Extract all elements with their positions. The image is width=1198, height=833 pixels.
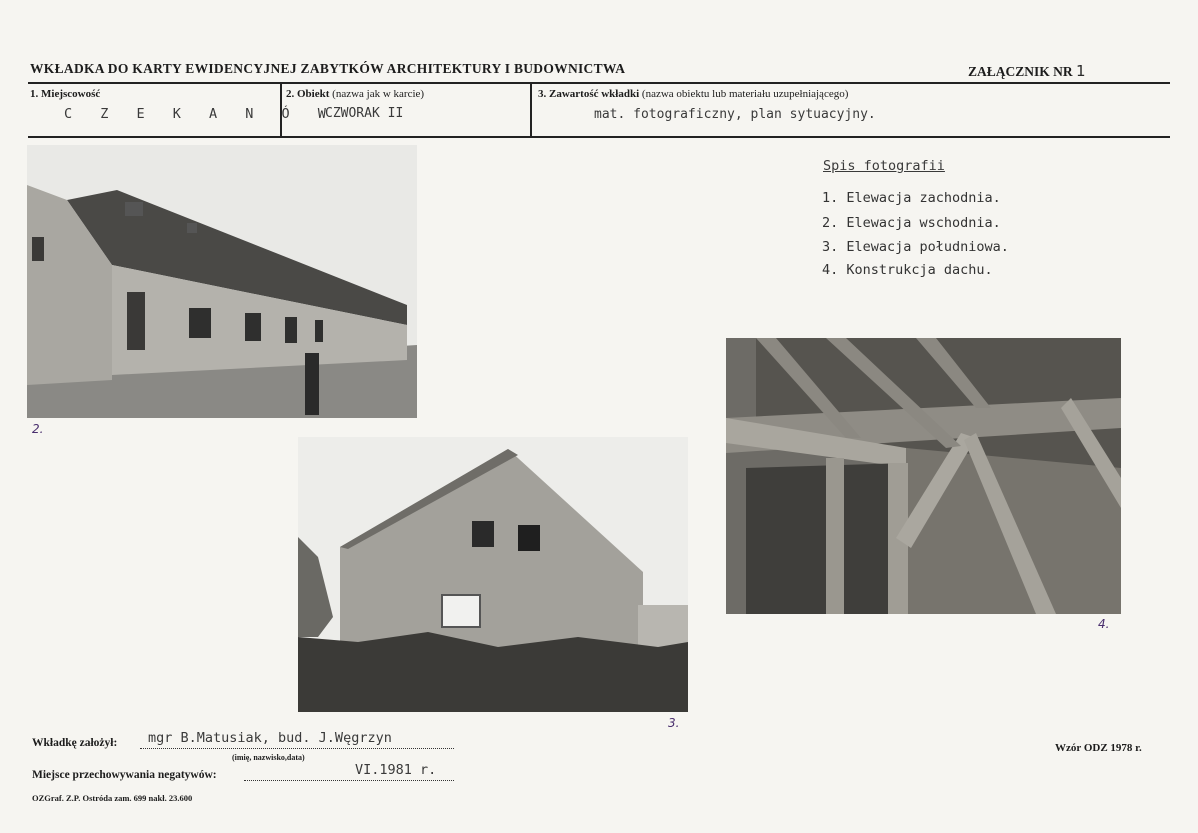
storage-value: VI.1981 r.	[355, 762, 437, 778]
contents-value: mat. fotograficzny, plan sytuacyjny.	[594, 107, 876, 122]
author-note: (imię, nazwisko,data)	[232, 753, 305, 762]
form-label: Wzór ODZ 1978 r.	[1055, 742, 1142, 754]
header-bottom-rule	[28, 136, 1170, 138]
location-value: C Z E K A N Ó W	[64, 106, 336, 122]
photo-list-item: 2. Elewacja wschodnia.	[822, 215, 1001, 231]
photo-south-elevation	[298, 437, 688, 712]
contents-label	[538, 88, 848, 100]
object-value: CZWORAK II	[325, 106, 404, 121]
annex-label	[968, 62, 1086, 80]
printer-info: OZGraf. Z.P. Ostróda zam. 699 nakł. 23.600	[32, 793, 193, 803]
author-line	[140, 748, 454, 749]
photo-east-elevation	[27, 145, 417, 418]
author-label: Wkładkę założył:	[32, 737, 118, 749]
header-top-rule	[28, 82, 1170, 84]
photo-list-heading: Spis fotografii	[823, 158, 945, 174]
location-label: 1. Miejscowość	[30, 88, 101, 100]
storage-label: Miejsce przechowywania negatywów:	[32, 769, 217, 781]
photo-list-item: 4. Konstrukcja dachu.	[822, 262, 993, 278]
photo-list-item: 1. Elewacja zachodnia.	[822, 190, 1001, 206]
annex-label-text: ZAŁĄCZNIK NR	[968, 64, 1073, 79]
field-divider-2	[530, 84, 532, 136]
object-label	[286, 88, 424, 100]
contents-label-note: (nazwa obiektu lub materiału uzupełniającego)	[641, 88, 849, 100]
object-label-note: (nazwa jak w karcie)	[332, 88, 425, 100]
contents-label-num: 3. Zawartość wkładki	[538, 88, 640, 100]
document-title: WKŁADKA DO KARTY EWIDENCYJNEJ ZABYTKÓW ARCHITEKTURY I BUDOWNICTWA	[30, 61, 626, 76]
photo-south-number: 3.	[668, 716, 680, 730]
photo-list-item: 3. Elewacja południowa.	[822, 239, 1009, 255]
photo-roof-number: 4.	[1098, 617, 1110, 631]
photo-east-number: 2.	[32, 422, 44, 436]
author-value: mgr B.Matusiak, bud. J.Węgrzyn	[148, 730, 392, 746]
storage-line	[244, 780, 454, 781]
object-label-num: 2. Obiekt	[286, 88, 330, 100]
annex-number: 1	[1076, 62, 1086, 80]
photo-roof-structure	[726, 338, 1121, 614]
